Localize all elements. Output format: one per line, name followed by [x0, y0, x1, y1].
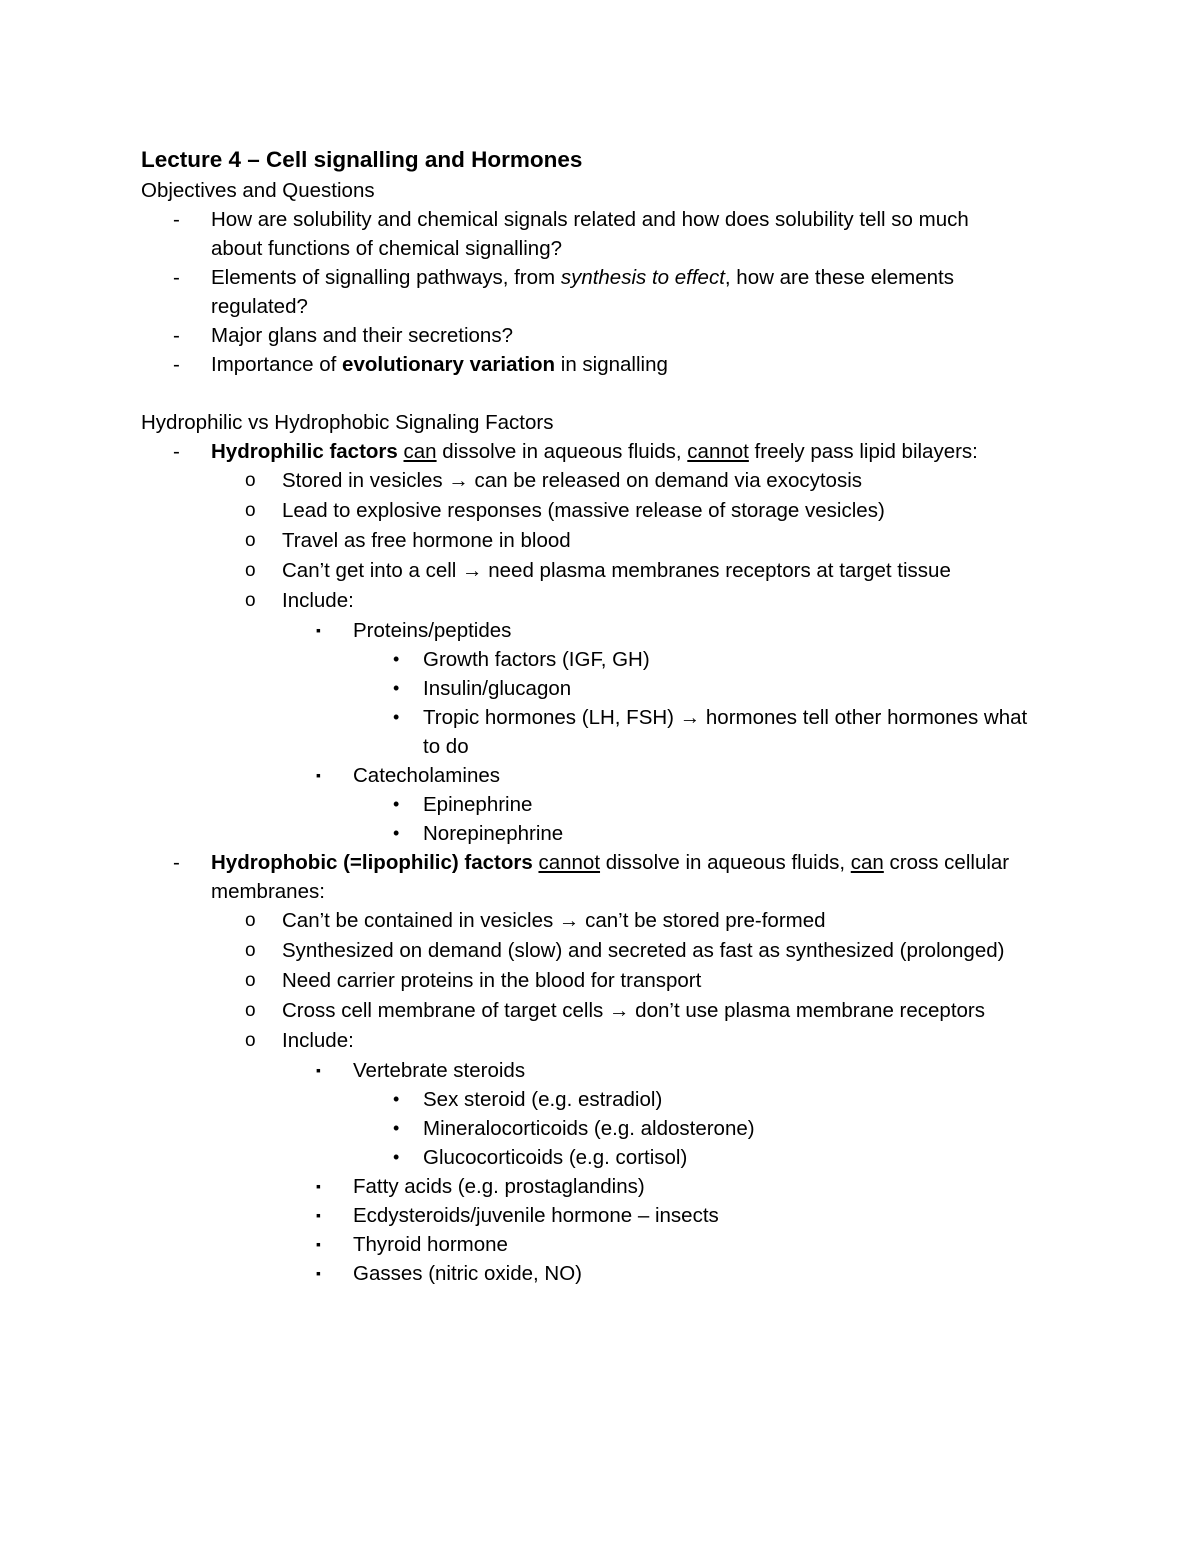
arrow-icon: →: [448, 469, 469, 492]
subcategory-item: ▪ Fatty acids (e.g. prostaglandins): [141, 1172, 1081, 1201]
square-marker: ▪: [316, 1265, 321, 1281]
hydrophobic-point: o Include:: [141, 1026, 1081, 1056]
subcategory-item: ▪ Ecdysteroids/juvenile hormone – insects: [141, 1201, 1081, 1230]
page-title: Lecture 4 – Cell signalling and Hormones: [141, 147, 583, 172]
document-content: [141, 144, 1081, 1288]
bullet-marker: •: [393, 1118, 400, 1138]
square-marker: ▪: [316, 1207, 321, 1223]
example-item: • Sex steroid (e.g. estradiol): [141, 1085, 1081, 1114]
bullet-marker: •: [393, 1089, 400, 1109]
hydrophobic-point: o Synthesized on demand (slow) and secreted as fast as synthesized (prolonged): [141, 936, 1081, 966]
circle-marker: o: [245, 560, 256, 581]
objective-item-continuation: about functions of chemical signalling?: [211, 237, 562, 260]
subcategory-item: ▪ Gasses (nitric oxide, NO): [141, 1259, 1081, 1288]
example-item: • Tropic hormones (LH, FSH) → hormones tell other hormones what: [141, 703, 1081, 732]
hydrophobic-item-continuation: membranes:: [211, 880, 325, 903]
circle-marker: o: [245, 1000, 256, 1021]
dash-marker: -: [173, 440, 180, 463]
objective-item: - Major glans and their secretions?: [141, 321, 1081, 350]
hydrophobic-point: o Can’t be contained in vesicles → can’t be stored pre-formed: [141, 906, 1081, 936]
square-marker: ▪: [316, 767, 321, 783]
bullet-marker: •: [393, 649, 400, 669]
hydrophilic-item: - Hydrophilic factors can dissolve in aqueous fluids, cannot freely pass lipid bilayers:: [141, 437, 1081, 466]
subcategory-item: ▪ Thyroid hormone: [141, 1230, 1081, 1259]
objectives-heading: Objectives and Questions: [141, 179, 375, 202]
circle-marker: o: [245, 970, 256, 991]
hydrophilic-point: o Stored in vesicles → can be released on demand via exocytosis: [141, 466, 1081, 496]
dash-marker: -: [173, 324, 180, 347]
hydrophilic-point: o Travel as free hormone in blood: [141, 526, 1081, 556]
objective-item-continuation: regulated?: [211, 295, 308, 318]
square-marker: ▪: [316, 1062, 321, 1078]
dash-marker: -: [173, 353, 180, 376]
dash-marker: -: [173, 266, 180, 289]
hydrophilic-point: o Lead to explosive responses (massive release of storage vesicles): [141, 496, 1081, 526]
hydrophobic-item: - Hydrophobic (=lipophilic) factors cannot dissolve in aqueous fluids, can cross cellular: [141, 848, 1081, 877]
arrow-icon: →: [462, 559, 483, 582]
bullet-marker: •: [393, 794, 400, 814]
circle-marker: o: [245, 590, 256, 611]
circle-marker: o: [245, 910, 256, 931]
circle-marker: o: [245, 530, 256, 551]
square-marker: ▪: [316, 1236, 321, 1252]
circle-marker: o: [245, 470, 256, 491]
example-item: • Insulin/glucagon: [141, 674, 1081, 703]
bullet-marker: •: [393, 678, 400, 698]
arrow-icon: →: [679, 706, 701, 729]
example-item: • Mineralocorticoids (e.g. aldosterone): [141, 1114, 1081, 1143]
bullet-marker: •: [393, 823, 400, 843]
bullet-marker: •: [393, 707, 400, 727]
example-item: • Epinephrine: [141, 790, 1081, 819]
example-item: • Norepinephrine: [141, 819, 1081, 848]
subcategory-item: ▪ Catecholamines: [141, 761, 1081, 790]
example-item: • Glucocorticoids (e.g. cortisol): [141, 1143, 1081, 1172]
objective-item: - How are solubility and chemical signals related and how does solubility tell so much: [141, 205, 1081, 234]
bullet-marker: •: [393, 1147, 400, 1167]
circle-marker: o: [245, 940, 256, 961]
blank-line: [141, 379, 1081, 408]
square-marker: ▪: [316, 1178, 321, 1194]
circle-marker: o: [245, 500, 256, 521]
subcategory-item: ▪ Vertebrate steroids: [141, 1056, 1081, 1085]
hydrophobic-point: o Cross cell membrane of target cells → don’t use plasma membrane receptors: [141, 996, 1081, 1026]
hydrophobic-point: o Need carrier proteins in the blood for transport: [141, 966, 1081, 996]
circle-marker: o: [245, 1030, 256, 1051]
arrow-icon: →: [558, 909, 580, 932]
dash-marker: -: [173, 851, 180, 874]
arrow-icon: →: [608, 999, 630, 1022]
example-item: • Growth factors (IGF, GH): [141, 645, 1081, 674]
objective-item: - Elements of signalling pathways, from synthesis to effect, how are these elements: [141, 263, 1081, 292]
subcategory-item: ▪ Proteins/peptides: [141, 616, 1081, 645]
hydrophilic-point: o Include:: [141, 586, 1081, 616]
hydrophilic-point: o Can’t get into a cell → need plasma membranes receptors at target tissue: [141, 556, 1081, 586]
section-heading: Hydrophilic vs Hydrophobic Signaling Factors: [141, 411, 554, 434]
square-marker: ▪: [316, 622, 321, 638]
example-item-continuation: to do: [423, 735, 469, 758]
objective-item: - Importance of evolutionary variation in signalling: [141, 350, 1081, 379]
dash-marker: -: [173, 208, 180, 231]
